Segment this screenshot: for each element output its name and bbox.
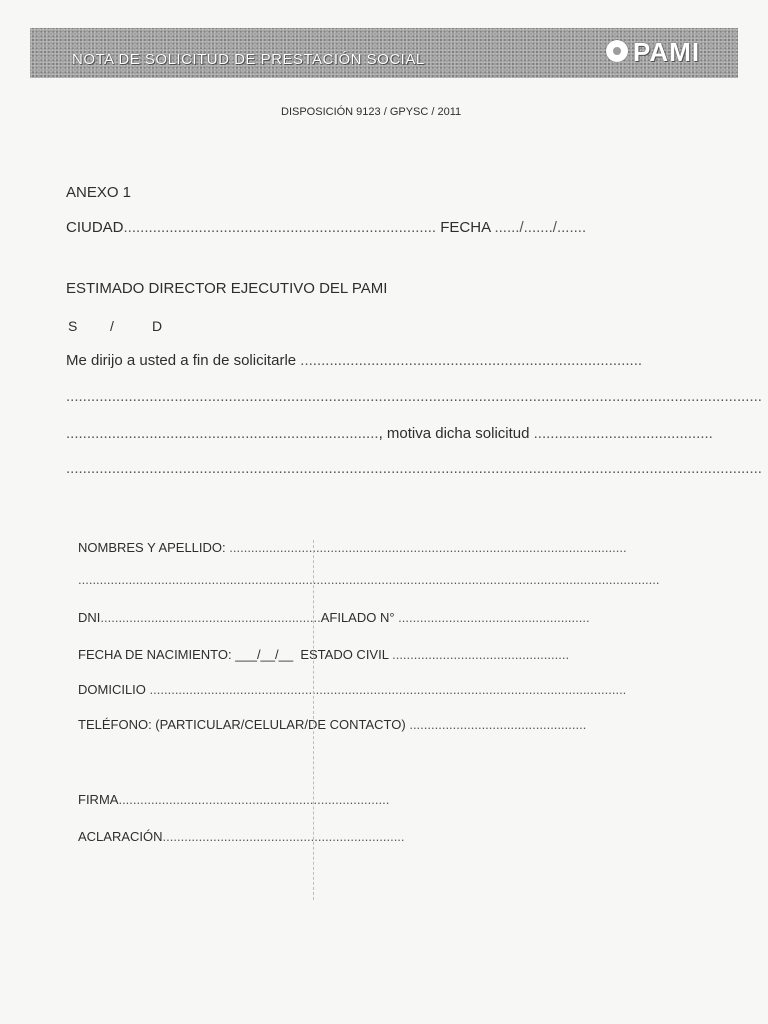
affiliate-label: AFILADO N° bbox=[320, 610, 395, 625]
address-blank[interactable]: .................................................................................................................................... bbox=[149, 682, 627, 697]
request-text: Me dirijo a usted a fin de solicitarle bbox=[66, 352, 297, 369]
affiliate-blank[interactable]: ..................................................... bbox=[398, 610, 590, 625]
dni-line bbox=[78, 610, 590, 625]
dni-label: DNI bbox=[78, 610, 101, 625]
signature-line bbox=[78, 792, 389, 807]
date-blank[interactable]: ....../......./....... bbox=[494, 219, 587, 236]
city-blank[interactable]: ........................................................................... bbox=[123, 219, 437, 236]
names-blank[interactable]: .............................................................................................................. bbox=[229, 540, 627, 555]
sd-d: D bbox=[152, 318, 163, 334]
city-line bbox=[66, 219, 586, 236]
phone-line bbox=[78, 717, 586, 732]
motive-blank-1[interactable]: ........................................................................... bbox=[66, 425, 379, 442]
signature-blank[interactable]: ........................................................................... bbox=[118, 792, 390, 807]
birth-label: FECHA DE NACIMIENTO: bbox=[78, 647, 232, 662]
names-line bbox=[78, 540, 627, 555]
address-line bbox=[78, 682, 626, 697]
dni-blank[interactable]: ............................................................. bbox=[100, 610, 321, 625]
phone-label: TELÉFONO: (PARTICULAR/CELULAR/DE CONTACTO) bbox=[78, 717, 406, 732]
request-line bbox=[66, 352, 642, 369]
address-label: DOMICILIO bbox=[78, 682, 146, 697]
civil-blank[interactable]: ................................................. bbox=[392, 647, 570, 662]
form-title: NOTA DE SOLICITUD DE PRESTACIÓN SOCIAL bbox=[72, 51, 425, 68]
motive-blank-3[interactable]: ....................................................................................................................................................................... bbox=[66, 460, 762, 477]
sd-slash: / bbox=[110, 318, 114, 334]
clarification-line bbox=[78, 829, 405, 844]
civil-label: ESTADO CIVIL bbox=[300, 647, 389, 662]
addressee: ESTIMADO DIRECTOR EJECUTIVO DEL PAMI bbox=[66, 280, 388, 297]
names-label: NOMBRES Y APELLIDO: bbox=[78, 540, 226, 555]
clarification-label: ACLARACIÓN bbox=[78, 829, 163, 844]
motive-line bbox=[66, 425, 713, 442]
request-blank[interactable]: .................................................................................. bbox=[300, 352, 643, 369]
request-blank-2[interactable]: ....................................................................................................................................................................... bbox=[66, 388, 762, 405]
fold-line bbox=[313, 540, 314, 900]
names-blank-2[interactable]: ................................................................................................................................................................. bbox=[78, 572, 660, 587]
date-label: FECHA bbox=[440, 219, 491, 236]
signature-label: FIRMA bbox=[78, 792, 119, 807]
pami-logo bbox=[606, 37, 726, 67]
clarification-blank[interactable]: ................................................................... bbox=[162, 829, 405, 844]
phone-blank[interactable]: ................................................. bbox=[409, 717, 587, 732]
birth-line bbox=[78, 647, 569, 662]
logo-text: PAMI bbox=[633, 37, 701, 67]
motive-blank-2[interactable]: ........................................... bbox=[533, 425, 713, 442]
logo-circle-icon bbox=[606, 40, 628, 62]
sd-s: S bbox=[68, 318, 78, 334]
birth-blank[interactable]: ___/__/__ bbox=[235, 647, 294, 662]
disposition-number: DISPOSICIÓN 9123 / GPYSC / 2011 bbox=[281, 106, 462, 118]
city-label: CIUDAD bbox=[66, 219, 124, 236]
annex-label: ANEXO 1 bbox=[66, 184, 132, 201]
motive-text: , motiva dicha solicitud bbox=[378, 425, 530, 442]
